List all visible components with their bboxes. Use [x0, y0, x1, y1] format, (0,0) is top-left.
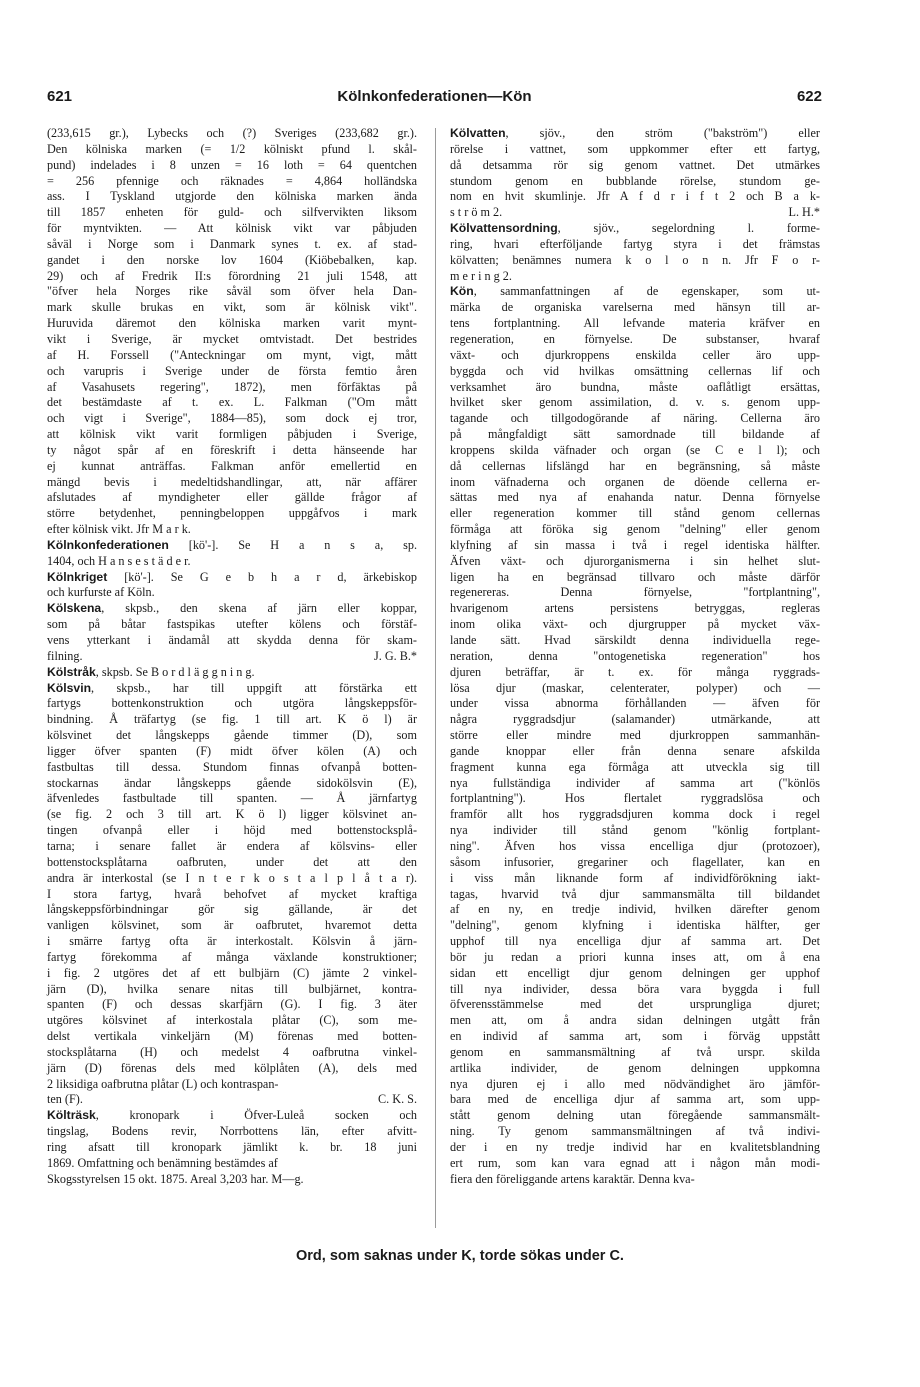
- page-number-left: 621: [47, 88, 73, 105]
- right-column-line: regeneration, en förnyelse. De substanser, hvaraf: [450, 331, 820, 346]
- left-column-line: fartyg förekomma af många växlande konstruktioner;: [47, 949, 417, 964]
- right-column-line: Kön, sammanfattningen af de egenskaper, som ut-: [450, 284, 820, 299]
- left-column-line: ring afsatt till kronopark jämlikt k. br. 18 juni: [47, 1140, 417, 1154]
- right-column-line: förmåga att föröka sig genom "delning" eller genom: [450, 522, 820, 537]
- left-column-line: I stora fartyg, hvarå behofvet af mycket kraftiga: [47, 886, 417, 901]
- right-column-line: tagas, hvarvid två djur sammansmälta till bildandet: [450, 886, 820, 901]
- left-column-line: af Vasahusets regering", 1872), men förfäktas på: [47, 379, 417, 394]
- left-column-line: vikt i Sverige, är mycket omtvistadt. Det bestrides: [47, 331, 417, 346]
- left-column-line: tingen ofvanpå eller i höjd med bottenstocksplå-: [47, 823, 417, 838]
- right-column-line: till nya individer, dessa böra vara byggda i full: [450, 981, 820, 996]
- left-column-line: efter kölnisk vikt. Jfr M a r k.: [47, 522, 191, 537]
- right-column-line: lande sätt. Hvad särskildt denna individuella rege-: [450, 633, 820, 647]
- right-column-line: ning. Ty genom sammansmältningen af två indivi-: [450, 1124, 820, 1139]
- author-signature: J. G. B.*: [373, 648, 417, 663]
- left-column-line: att kölnisk vikt varit formligen påbjuden i Sverige,: [47, 427, 417, 442]
- left-column-line: (233,615 gr.), Lybecks och (?) Sveriges (233,682 gr.).: [47, 126, 417, 140]
- headword: Kölnkriget: [47, 569, 108, 584]
- right-column-line: fragment kunna ega förmåga att utveckla sig till: [450, 759, 820, 774]
- author-signature: L. H.*: [788, 205, 820, 220]
- right-column-line: tens fortplantning. All lefvande materia kräfver en: [450, 316, 820, 331]
- right-column-line: djuren beträffar, är t. ex. för många ryggrads-: [450, 664, 820, 679]
- left-column-line: 1869. Omfattning och benämning bestämdes af: [47, 1155, 278, 1170]
- left-column-line: Kölsvin, skpsb., har till uppgift att förstärka ett: [47, 680, 417, 695]
- left-column-line: filning. J. G. B.*: [47, 648, 417, 663]
- left-column-line: stocksplåtarna (H) och medelst 4 oafbrutna vinkel-: [47, 1044, 417, 1059]
- left-column-line: till 1857 enheten för guld- och silfvervikten liksom: [47, 205, 417, 220]
- right-column-line: ning". Äfven hos vissa encelliga djur (protozoer),: [450, 838, 820, 853]
- left-column-line: 29) och af Fredrik II:s förordning 21 juli 1548, att: [47, 268, 417, 283]
- left-column-line: järn (D), hvilka senare nitas till bulbjärnet, kontra-: [47, 981, 417, 996]
- left-column-line: det bestämdaste af t. ex. L. Falkman ("Om mått: [47, 395, 417, 410]
- left-column-line: stockarnas ändar långskepps gående sidokölsvin (E),: [47, 775, 417, 790]
- left-column-line: mark skulle brukas en vikt, som är kölnisk vikt".: [47, 300, 417, 315]
- left-column-line: och kurfurste af Köln.: [47, 585, 155, 600]
- right-column-line: tagande och tillgodogörande af näring. Cellerna äro: [450, 411, 820, 426]
- right-column-line: byggda och vid hvilkas omsättning cellernas lif och: [450, 363, 820, 378]
- right-column-line: nom en hvit skumlinje. Jfr A f d r i f t 2 och B a k-: [450, 189, 820, 204]
- right-column-line: af en ny, en tredje individ, hvilken därefter genom: [450, 902, 820, 917]
- right-column-line: nya fullständiga individer af samma art ("könlös: [450, 775, 820, 790]
- right-column-line: neration, denna "ontogenetiska regeneration" hos: [450, 648, 820, 663]
- right-column-line: framför allt hos ryggradsdjuren komma dock i regel: [450, 807, 820, 822]
- headword: Kölsvin: [47, 680, 92, 695]
- left-column-line: Kölstråk, skpsb. Se B o r d l ä g g n i n g.: [47, 664, 255, 679]
- page-number-right: 622: [796, 88, 822, 105]
- right-column-line: i viss mån liknande form af individförökning iakt-: [450, 870, 820, 885]
- right-column-line: sidan ett encelligt djur genom delningen ger upphof: [450, 965, 820, 980]
- left-column-line: 2 liksidiga oafbrutna plåtar (L) och kontraspan-: [47, 1076, 279, 1091]
- right-column-line: märka de organiska varelserna med hänsyn till ar-: [450, 300, 820, 315]
- left-column-line: ty något spår af en föreskrift i detta hänseende har: [47, 442, 417, 457]
- left-column-line: "öfver hela Norges rike såväl som öfver hela Dan-: [47, 284, 417, 299]
- right-column-line: ligen ha en begränsad tillvaro och måste därför: [450, 569, 820, 584]
- page-header: [47, 88, 822, 108]
- right-column-line: s t r ö m 2. L. H.*: [450, 205, 820, 220]
- left-column-line: Skogsstyrelsen 15 okt. 1875. Areal 3,203 har. M—g.: [47, 1171, 304, 1186]
- right-column-line: stått genom delning utan föregående sammansmält-: [450, 1108, 820, 1123]
- right-column-line: på mångfaldigt sätt samordnade till bildande af: [450, 427, 820, 442]
- footer-note: Ord, som saknas under K, torde sökas under C.: [296, 1248, 624, 1264]
- right-column-line: en individ af samma art, som i förväg uppstått: [450, 1029, 820, 1044]
- author-signature: C. K. S.: [378, 1092, 417, 1107]
- column-divider: [435, 128, 436, 1228]
- left-column-line: såväl i Norge som i Danmark synes t. ex. af stad-: [47, 236, 417, 251]
- left-column-line: i fig. 2 utgöres det af ett bulbjärn (C) jämte 2 vinkel-: [47, 965, 417, 980]
- headword: Költräsk: [47, 1108, 96, 1123]
- right-column-line: "delning", genom klyfning i identiska hälfter, ger: [450, 918, 820, 933]
- right-column-line: ring, hvari efterföljande fartyg styra i det främstas: [450, 236, 820, 251]
- left-column-line: vens ytterkant i ändamål att skydda denna för skam-: [47, 633, 417, 647]
- left-column-line: Kölskena, skpsb., den skena af järn eller koppar,: [47, 601, 417, 616]
- left-column-line: i smärre fartyg ofta är interkostalt. Kölsvin å järn-: [47, 934, 417, 949]
- left-column-line: och varupris i Sverige under de första femtio åren: [47, 363, 417, 378]
- right-column-line: der i en ny tredje individ har en kvalitetsblandning: [450, 1140, 820, 1154]
- right-column-line: artlika individer, de genom delningen uppkomna: [450, 1060, 820, 1075]
- left-column-line: Kölnkonfederationen [kö'-]. Se H a n s a, sp.: [47, 537, 417, 552]
- left-column-line: långskeppsförbindningar gör sig gällande, är det: [47, 902, 417, 917]
- left-column-line: Kölnkriget [kö'-]. Se G e b h a r d, ärkebiskop: [47, 569, 417, 584]
- right-column-line: hvilket sker genom assimilation, d. v. s. genom upp-: [450, 395, 820, 410]
- right-column-line: sättas med nya af enahanda natur. Denna förnyelse: [450, 490, 820, 505]
- headword: Kölskena: [47, 601, 102, 616]
- right-column: [450, 126, 820, 1188]
- left-column-line: järn (D) förenas dels med kölplåten (A), dels med: [47, 1060, 417, 1075]
- right-column-line: nya djuren ej i allo med nödvändighet äro jämför-: [450, 1076, 820, 1091]
- right-column-line: nya individer till stånd genom "könlig fortplant-: [450, 823, 820, 838]
- left-column-line: Költräsk, kronopark i Öfver-Luleå socken och: [47, 1108, 417, 1123]
- left-column-line: Den kölniska marken (= 1/2 kölniskt pfund l. skål-: [47, 141, 417, 156]
- right-column-line: kölvatten; benämnes numera k o l o n n. Jfr F o r-: [450, 252, 820, 267]
- left-column-line: ligger öfver spanten (F) midt öfver kölen (A) och: [47, 743, 417, 758]
- left-column-line: som på båtar fastspikas utefter kölens och förstäf-: [47, 617, 417, 632]
- right-column-line: stundom genom en bubblande rörelse, stundom ge-: [450, 173, 820, 188]
- right-column-line: några ryggradsdjur (salamander) utmärkande, att: [450, 712, 820, 727]
- right-column-line: regenereras. Denna förnyelse, "fortplantning",: [450, 585, 820, 600]
- right-column-line: bör ju redan a priori kunna inses att, om å ena: [450, 949, 820, 964]
- left-column-line: delst vertikala vinkeljärn (M) förenas med botten-: [47, 1029, 417, 1044]
- left-column-line: = 256 pfennige och räknades = 4,864 holländska: [47, 173, 417, 188]
- right-column-line: gande knoppar eller från denna senare afskilda: [450, 743, 820, 758]
- right-column-line: större eller mindre med djurkroppen sammanhän-: [450, 728, 820, 743]
- right-column-line: inom väfnaderna och organen de döende cellerna er-: [450, 474, 820, 489]
- left-column-line: tingslag, Bodens revir, Norrbottens län, efter afvitt-: [47, 1124, 417, 1139]
- headword: Kölvatten: [450, 126, 506, 140]
- left-column: [47, 126, 417, 1188]
- left-column-line: tarna; i senare fallet är endera af kölsvins- eller: [47, 838, 417, 853]
- right-column-line: inom olika växt- och djurgrupper på mycket väx-: [450, 617, 820, 632]
- left-column-line: spanten (F) och dessas skarfjärn (G). I fig. 3 äter: [47, 997, 417, 1012]
- right-column-line: verksamhet äro bundna, måste oaflåtligt ersättas,: [450, 379, 820, 394]
- right-column-line: kroppens skilda väfnader och organ (se C e l l); och: [450, 442, 820, 457]
- left-column-line: gandet i den norske lov 1604 (Kiöbebalken, kap.: [47, 252, 417, 267]
- left-column-line: ten (F). C. K. S.: [47, 1092, 417, 1107]
- left-column-line: och vigt i Sverige", 1884—85), som dock ej tror,: [47, 411, 417, 426]
- left-column-line: (se fig. 2 och 3 till art. K ö l) ligger kölsvinet an-: [47, 807, 417, 822]
- right-column-line: Äfven växt- och djurorganismerna i sin helhet slut-: [450, 553, 820, 568]
- right-column-line: öfverensstämmelse med det ursprungliga djuret;: [450, 997, 820, 1012]
- running-title: Kölnkonfederationen—Kön: [337, 88, 532, 105]
- right-column-line: ert rum, som kan vara egnad att i någon mån modi-: [450, 1155, 820, 1170]
- right-column-line: bara med de encelliga djur af samma art, som upp-: [450, 1092, 820, 1107]
- right-column-line: då cellernas lifslängd har en begränsning, så måste: [450, 458, 820, 473]
- right-column-line: Kölvattensordning, sjöv., segelordning l. forme-: [450, 221, 820, 236]
- headword: Kölvattensordning: [450, 221, 558, 236]
- left-column-line: utgöres kölsvinet af interkostala plåtar (C), som me-: [47, 1013, 417, 1028]
- right-column-line: men att, om å andra sidan delningen utgått från: [450, 1013, 820, 1028]
- left-column-line: mängd bevis i medeltidshandlingar, att, när affärer: [47, 474, 417, 489]
- right-column-line: rörelse i vattnet, som uppkommer efter ett fartyg,: [450, 141, 820, 156]
- right-column-line: m e r i n g 2.: [450, 268, 512, 283]
- right-column-line: eller regeneration kommer till stånd genom cellernas: [450, 506, 820, 521]
- left-column-line: af H. Forssell ("Anteckningar om mynt, vigt, mått: [47, 347, 417, 362]
- left-column-line: andra är interkostal (se I n t e r k o s t a l p l å t a r).: [47, 870, 417, 885]
- left-column-line: afslutades af myndigheter eller gällde frågor af: [47, 490, 417, 505]
- left-column-line: för myntvikten. — Att kölnisk vikt var påbjuden: [47, 221, 417, 236]
- right-column-line: lösa djur (maskar, celenterater, polyper) och —: [450, 680, 820, 695]
- right-column-line: växt- och djurkroppens enskilda celler äro upp-: [450, 347, 820, 362]
- left-column-line: äfvenledes fastbultade till spanten. — Å järnfartyg: [47, 791, 417, 806]
- right-column-line: upphof till nya encelliga djur af samma art. Det: [450, 934, 820, 949]
- right-column-line: klyfning af sin massa i två i regel identiska hälfter.: [450, 537, 820, 552]
- left-column-line: ass. I Tyskland utgjorde den kölniska marken ända: [47, 189, 417, 204]
- left-column-line: större betydenhet, penningbeloppen uppgåfvos i mark: [47, 506, 417, 521]
- left-column-line: vanligen kölsvinet, som är oafbrutet, hvaremot detta: [47, 918, 417, 933]
- right-column-line: fiera den föreliggande artens karaktär. Denna kva-: [450, 1171, 695, 1186]
- left-column-line: kölsvinet det långskepps gående timmer (D), som: [47, 728, 417, 743]
- left-column-line: Huruvida däremot den kölniska marken varit mynt-: [47, 316, 417, 331]
- headword: Kölstråk: [47, 664, 96, 679]
- headword: Kölnkonfederationen: [47, 537, 169, 552]
- right-column-line: fortplantning"). Hos flertalet ryggradslösa och: [450, 791, 820, 806]
- right-column-line: hvarigenom artens persistens betryggas, regleras: [450, 601, 820, 616]
- right-column-line: då detsamma rör sig genom vattnet. Det utmärkes: [450, 157, 820, 172]
- right-column-line: under vissa abnorma förhållanden — äfven för: [450, 696, 820, 711]
- left-column-line: bindning. Å träfartyg (se fig. 1 till art. K ö l) är: [47, 712, 417, 727]
- left-column-line: pund) indelades i 8 unzen = 16 loth = 64 quentchen: [47, 157, 417, 172]
- headword: Kön: [450, 284, 474, 299]
- left-column-line: bottenstocksplåtarna oafbruten, under det att den: [47, 854, 417, 869]
- left-column-line: ej kunnat anträffas. Falkman anför emellertid en: [47, 458, 417, 473]
- right-column-line: genom en sammansmältning af två urspr. skilda: [450, 1044, 820, 1059]
- left-column-line: fartygs bottenkonstruktion och utgöra långskeppsför-: [47, 696, 417, 711]
- left-column-line: 1404, och H a n s e s t ä d e r.: [47, 553, 191, 568]
- right-column-line: Kölvatten, sjöv., den ström ("bakström") eller: [450, 126, 820, 140]
- left-column-line: fastbultas till dessa. Stundom finnas ofvanpå botten-: [47, 759, 417, 774]
- right-column-line: såsom infusorier, gregariner och flagellater, kan en: [450, 854, 820, 869]
